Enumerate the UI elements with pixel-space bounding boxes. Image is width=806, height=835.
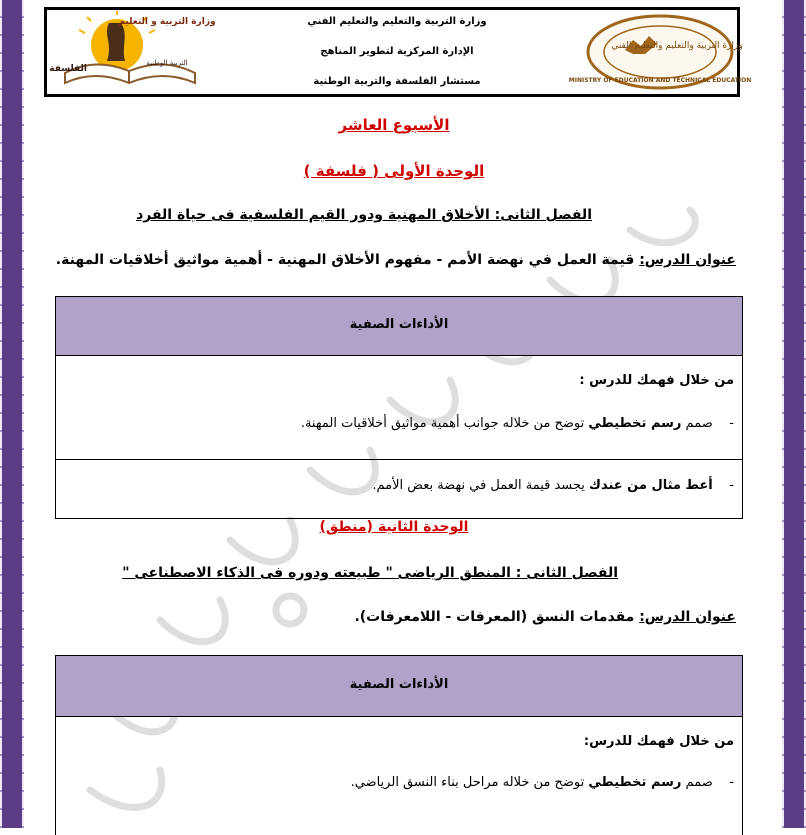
week-title: الأسبوع العاشر bbox=[338, 116, 450, 134]
page-border-right bbox=[782, 0, 806, 828]
unit1-item-2 bbox=[372, 478, 734, 493]
logo-text-right: التربية الوطنية bbox=[146, 59, 188, 67]
seal-english: MINISTRY OF EDUCATION AND TECHNICAL EDUCATION bbox=[568, 77, 752, 84]
unit1-item1-pre: صمم bbox=[681, 416, 713, 431]
unit2-item1-bold: رسم تخطيطي bbox=[588, 775, 682, 790]
unit1-item-1 bbox=[301, 416, 734, 431]
unit2-item-1 bbox=[351, 775, 734, 790]
page-border-left bbox=[0, 0, 24, 828]
unit2-title: الوحدة الثانية (منطق) bbox=[319, 519, 469, 535]
header-line-1: وزارة التربية والتعليم والتعليم الفني bbox=[307, 16, 487, 27]
unit2-item1-post: توضح من خلاله مراحل بناء النسق الرياضي. bbox=[350, 775, 589, 790]
unit2-lesson-label: عنوان الدرس: bbox=[639, 609, 736, 625]
unit2-lesson-text: مقدمات النسق (المعرفات - اللامعرفات). bbox=[354, 609, 640, 625]
unit2-table-row-1 bbox=[56, 717, 742, 819]
header-line-2: الإدارة المركزية لتطوير المناهج bbox=[320, 46, 474, 57]
unit1-item2-dash: - bbox=[729, 478, 734, 493]
unit1-item2-post: يجسد قيمة العمل في نهضة بعض الأمم. bbox=[372, 478, 590, 493]
logo-text-top: وزارة التربية و التعليم bbox=[118, 17, 216, 27]
unit2-chapter: الفصل الثانى : المنطق الرياضى " طبيعته ودوره فى الذكاء الاصطناعى " bbox=[122, 565, 618, 581]
unit2-item1-pre: صمم bbox=[681, 775, 713, 790]
unit1-lesson bbox=[56, 252, 736, 268]
unit1-performance-table bbox=[55, 296, 743, 519]
unit1-lesson-text: قيمة العمل في نهضة الأمم - مفهوم الأخلاق المهنية - أهمية مواثيق أخلاقيات المهنة. bbox=[55, 252, 640, 268]
unit1-item1-post: توضح من خلاله جوانب أهمية مواثيق أخلاقيات المهنة. bbox=[300, 416, 589, 431]
unit2-item1-dash: - bbox=[729, 775, 734, 790]
unit1-title: الوحدة الأولى ( فلسفة ) bbox=[303, 162, 485, 180]
unit2-intro: من خلال فهمك للدرس: bbox=[583, 734, 734, 749]
unit1-table-header: الأداءات الصفية bbox=[56, 297, 742, 356]
unit1-lesson-label: عنوان الدرس: bbox=[639, 252, 736, 268]
unit1-item1-dash: - bbox=[729, 416, 734, 431]
unit1-table-row-2 bbox=[56, 460, 742, 520]
philosophy-logo bbox=[49, 13, 216, 91]
header-line-3: مستشار الفلسفة والتربية الوطنية bbox=[313, 76, 481, 87]
seal-arabic: وزارة التربية والتعليم والتعليم الفني bbox=[611, 41, 743, 51]
unit1-table-row-1 bbox=[56, 356, 742, 460]
unit2-lesson bbox=[354, 609, 736, 625]
unit1-item1-bold: رسم تخطيطي bbox=[588, 416, 682, 431]
unit2-table-header: الأداءات الصفية bbox=[56, 656, 742, 717]
header-text bbox=[247, 10, 547, 94]
logo-text-left: الفلسفة bbox=[49, 64, 87, 74]
unit1-chapter: الفصل الثانى: الأخلاق المهنية ودور القيم الفلسفية فى حياة الفرد bbox=[136, 207, 592, 223]
document-header bbox=[44, 7, 752, 97]
unit2-performance-table bbox=[55, 655, 743, 835]
unit1-item2-bold: أعط مثال من عندك bbox=[589, 478, 713, 493]
unit1-intro: من خلال فهمك للدرس : bbox=[579, 373, 734, 388]
ministry-seal bbox=[568, 14, 752, 90]
